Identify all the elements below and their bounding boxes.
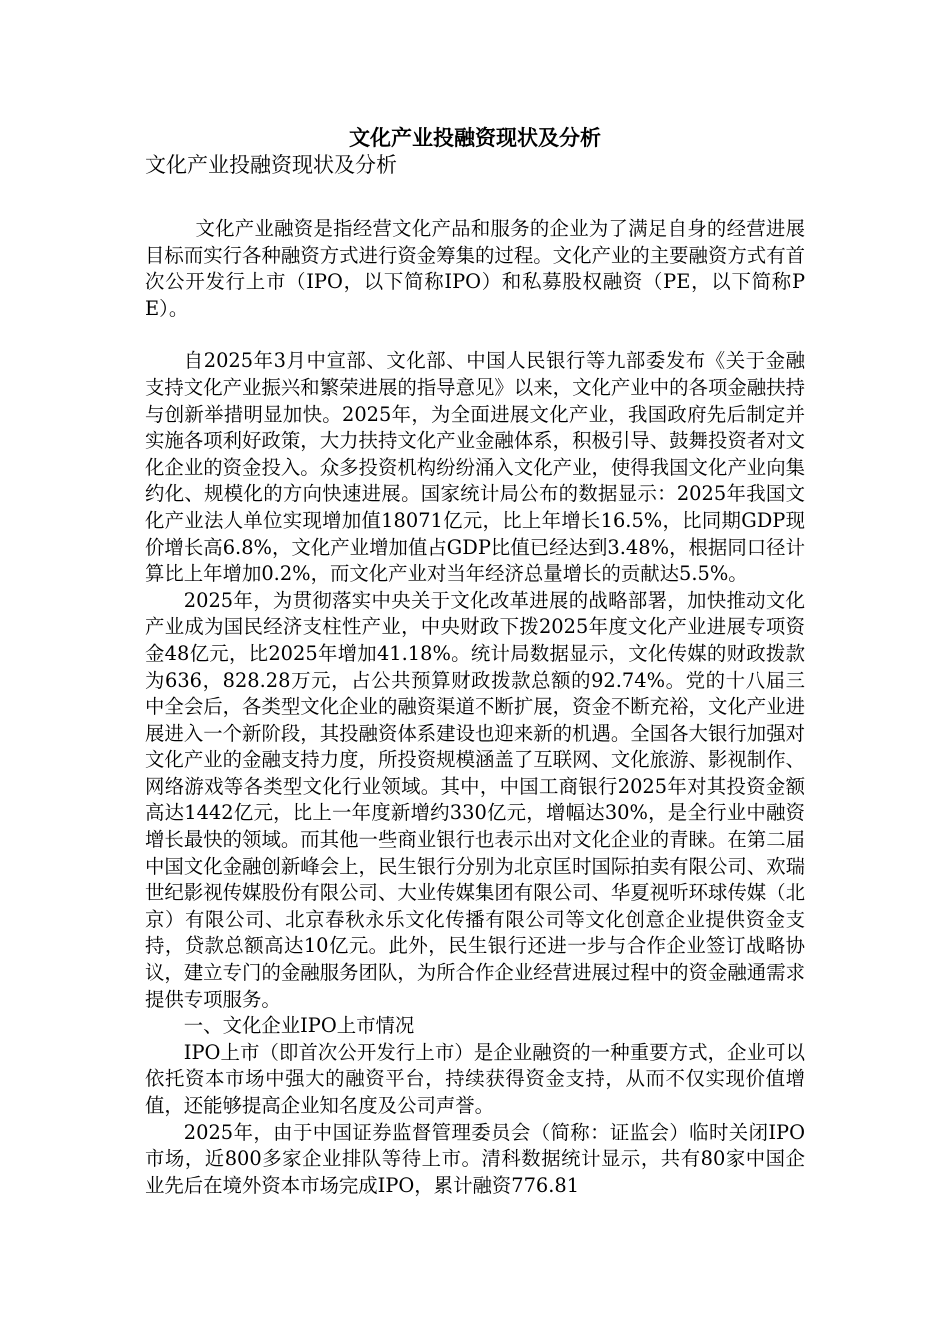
document-subtitle: 文化产业投融资现状及分析 [145,153,397,177]
paragraph-funding: 2025年，为贯彻落实中央关于文化改革进展的战略部署，加快推动文化产业成为国民经济支柱性产业，中央财政下拨2025年度文化产业进展专项资金48亿元，比2025年增加41.18%。统计局数据显示，文化传媒的财政拨款为636，828.28万元，占公共预算财政拨款总额的92.74%。党的十八届三中全会后，各类型文化企业的融资渠道不断扩展，资金不断充裕，文化产业进展进入一个新阶段，其投融资体系建设也迎来新的机遇。全国各大银行加强对文化产业的金融支持力度，所投资规模涵盖了互联网、文化旅游、影视制作、网络游戏等各类型文化行业领域。其中，中国工商银行2025年对其投资金额高达1442亿元，比上一年度新增约330亿元，增幅达30%，是全行业中融资增长最快的领域。而其他一些商业银行也表示出对文化企业的青睐。在第二届中国文化金融创新峰会上，民生银行分别为北京匡时国际拍卖有限公司、欢瑞世纪影视传媒股份有限公司、大业传媒集团有限公司、华夏视听环球传媒（北京）有限公司、北京春秋永乐文化传播有限公司等文化创意企业提供资金支持，贷款总额高达10亿元。此外，民生银行还进一步与合作企业签订战略协议，建立专门的金融服务团队，为所合作企业经营进展过程中的资金融通需求提供专项服务。 [145,588,805,1011]
document-title: 文化产业投融资现状及分析 [349,125,601,150]
document-page [145,124,805,1199]
paragraph-ipo-2025: 2025年，由于中国证券监督管理委员会（简称：证监会）临时关闭IPO市场，近800多家企业排队等待上市。清科数据统计显示，共有80家中国企业先后在境外资本市场完成IPO，累计融资776.81 [145,1120,805,1197]
section-heading-ipo: 一、文化企业IPO上市情况 [183,1014,415,1038]
paragraph-ipo-definition: IPO上市（即首次公开发行上市）是企业融资的一种重要方式，企业可以依托资本市场中强大的融资平台，持续获得资金支持，从而不仅实现价值增值，还能够提高企业知名度及公司声誉。 [145,1040,805,1117]
paragraph-policy: 自2025年3月中宣部、文化部、中国人民银行等九部委发布《关于金融支持文化产业振兴和繁荣进展的指导意见》以来，文化产业中的各项金融扶持与创新举措明显加快。2025年，为全面进展文化产业，我国政府先后制定并实施各项利好政策，大力扶持文化产业金融体系，积极引导、鼓舞投资者对文化企业的资金投入。众多投资机构纷纷涌入文化产业，使得我国文化产业向集约化、规模化的方向快速进展。国家统计局公布的数据显示：2025年我国文化产业法人单位实现增加值18071亿元，比上年增长16.5%，比同期GDP现价增长高6.8%，文化产业增加值占GDP比值已经达到3.48%，根据同口径计算比上年增加0.2%，而文化产业对当年经济总量增长的贡献达5.5%。 [145,349,805,586]
paragraph-intro: 文化产业融资是指经营文化产品和服务的企业为了满足自身的经营进展目标而实行各种融资方式进行资金筹集的过程。文化产业的主要融资方式有首次公开发行上市（IPO，以下简称IPO）和私募股权融资（PE，以下简称PE）。 [145,217,805,320]
